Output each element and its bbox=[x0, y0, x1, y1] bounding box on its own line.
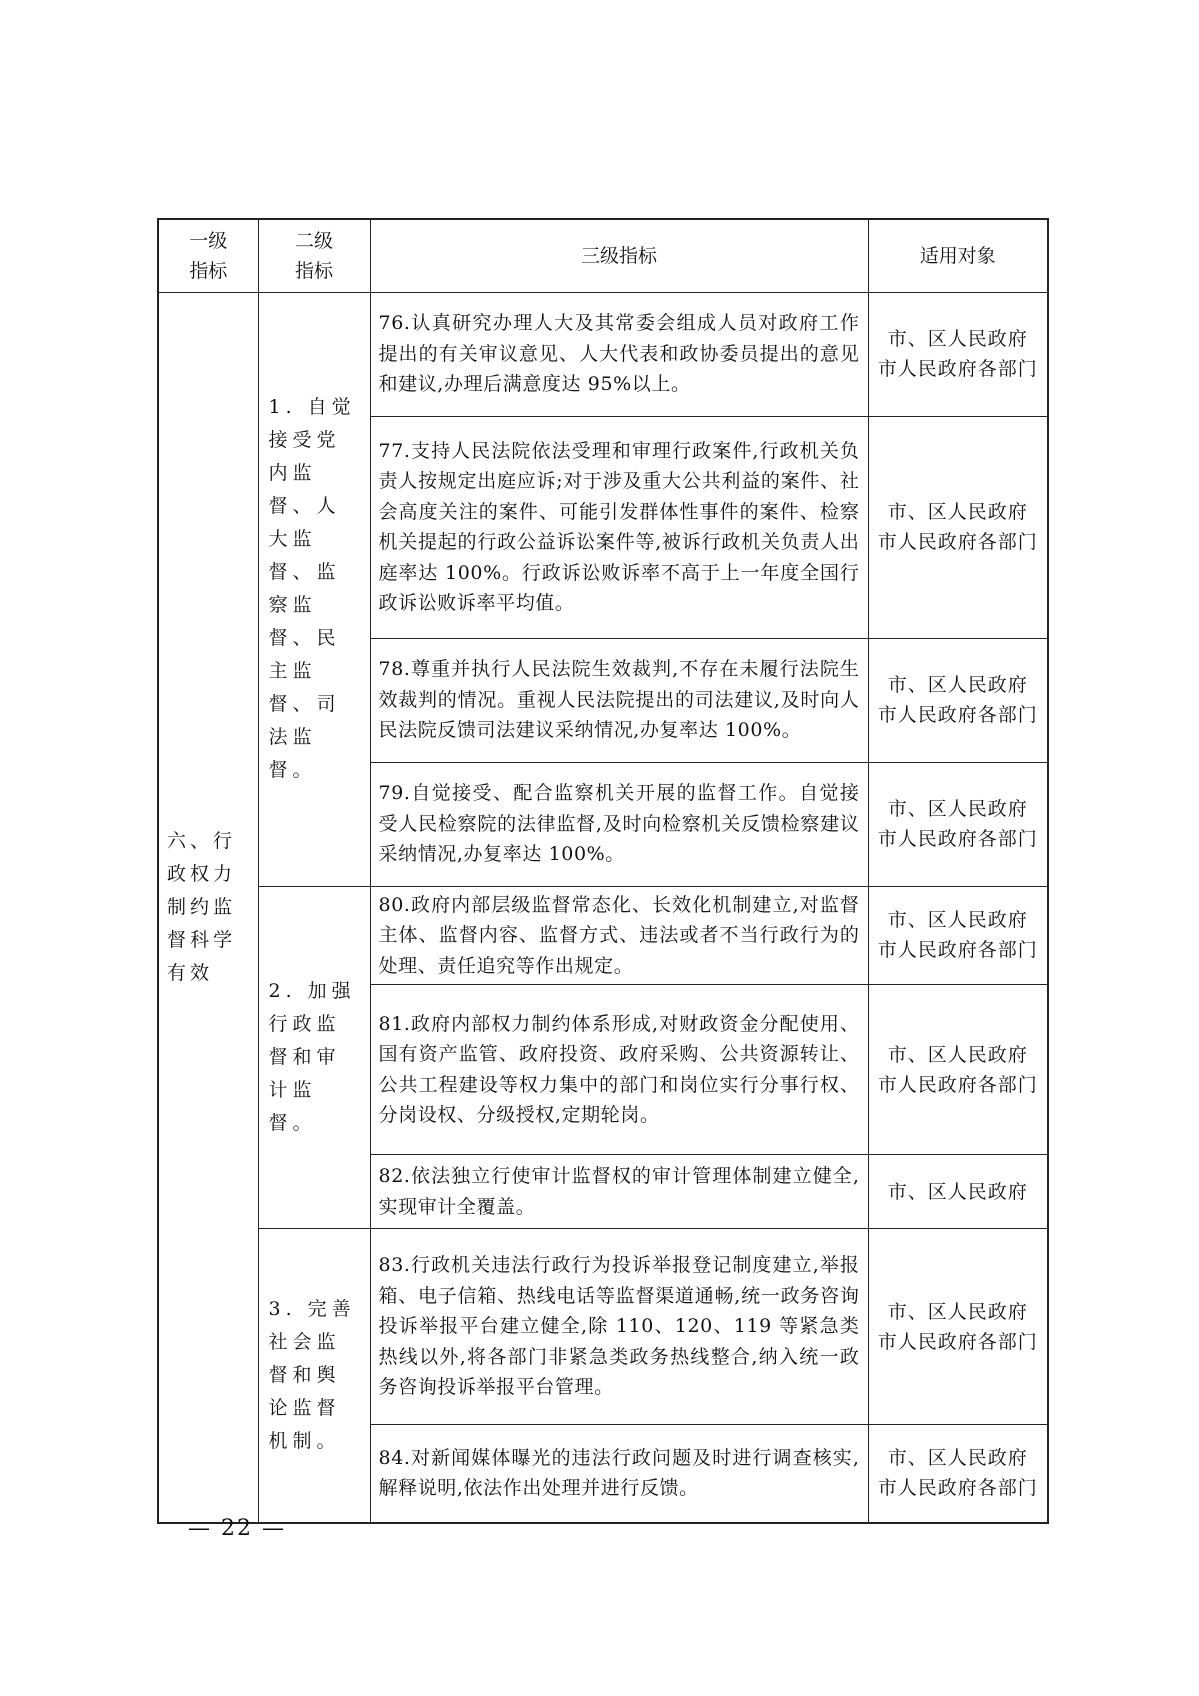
level2-indicator: 3. 完善社会监督和舆论监督机制。 bbox=[258, 1229, 370, 1523]
level3-indicator: 84.对新闻媒体曝光的违法行政问题及时进行调查核实,解释说明,依法作出处理并进行反馈。 bbox=[370, 1425, 868, 1523]
header-target: 适用对象 bbox=[868, 219, 1048, 292]
target-cell: 市、区人民政府 市人民政府各部门 bbox=[868, 762, 1048, 886]
target-cell: 市、区人民政府 市人民政府各部门 bbox=[868, 886, 1048, 985]
table-row bbox=[158, 292, 1048, 416]
target-cell: 市、区人民政府 市人民政府各部门 bbox=[868, 638, 1048, 762]
level3-indicator: 82.依法独立行使审计监督权的审计管理体制建立健全,实现审计全覆盖。 bbox=[370, 1155, 868, 1229]
table-row bbox=[158, 886, 1048, 985]
target-cell: 市、区人民政府 市人民政府各部门 bbox=[868, 416, 1048, 638]
table-header-row bbox=[158, 219, 1048, 292]
target-cell: 市、区人民政府 市人民政府各部门 bbox=[868, 1425, 1048, 1523]
level3-indicator: 77.支持人民法院依法受理和审理行政案件,行政机关负责人按规定出庭应诉;对于涉及重大公共利益的案件、社会高度关注的案件、可能引发群体性事件的案件、检察机关提起的行政公益诉讼案件等,被诉行政机关负责人出庭率达 100%。行政诉讼败诉率不高于上一年度全国行政诉讼败诉率平均值。 bbox=[370, 416, 868, 638]
level2-indicator: 1. 自觉接受党内监督、人大监督、监察监督、民主监督、司法监督。 bbox=[258, 292, 370, 886]
level1-indicator: 六、行政权力制约监督科学有效 bbox=[158, 292, 258, 1523]
page-number: — 22 — bbox=[188, 1516, 286, 1541]
indicator-table bbox=[157, 218, 1049, 1524]
level3-indicator: 79.自觉接受、配合监察机关开展的监督工作。自觉接受人民检察院的法律监督,及时向检察机关反馈检察建议采纳情况,办复率达 100%。 bbox=[370, 762, 868, 886]
level3-indicator: 78.尊重并执行人民法院生效裁判,不存在未履行法院生效裁判的情况。重视人民法院提出的司法建议,及时向人民法院反馈司法建议采纳情况,办复率达 100%。 bbox=[370, 638, 868, 762]
target-cell: 市、区人民政府 bbox=[868, 1155, 1048, 1229]
level3-indicator: 83.行政机关违法行政行为投诉举报登记制度建立,举报箱、电子信箱、热线电话等监督渠道通畅,统一政务咨询投诉举报平台建立健全,除 110、120、119 等紧急类热线以外,将各部门非紧急类政务热线整合,纳入统一政务咨询投诉举报平台管理。 bbox=[370, 1229, 868, 1425]
header-level2: 二级 指标 bbox=[258, 219, 370, 292]
target-cell: 市、区人民政府 市人民政府各部门 bbox=[868, 1229, 1048, 1425]
level3-indicator: 80.政府内部层级监督常态化、长效化机制建立,对监督主体、监督内容、监督方式、违法或者不当行政行为的处理、责任追究等作出规定。 bbox=[370, 886, 868, 985]
header-level1: 一级 指标 bbox=[158, 219, 258, 292]
target-cell: 市、区人民政府 市人民政府各部门 bbox=[868, 292, 1048, 416]
level2-indicator: 2. 加强行政监督和审计监督。 bbox=[258, 886, 370, 1229]
level3-indicator: 81.政府内部权力制约体系形成,对财政资金分配使用、国有资产监管、政府投资、政府采购、公共资源转让、公共工程建设等权力集中的部门和岗位实行分事行权、分岗设权、分级授权,定期轮岗。 bbox=[370, 985, 868, 1155]
table-row bbox=[158, 1229, 1048, 1425]
target-cell: 市、区人民政府 市人民政府各部门 bbox=[868, 985, 1048, 1155]
header-level3: 三级指标 bbox=[370, 219, 868, 292]
level3-indicator: 76.认真研究办理人大及其常委会组成人员对政府工作提出的有关审议意见、人大代表和政协委员提出的意见和建议,办理后满意度达 95%以上。 bbox=[370, 292, 868, 416]
